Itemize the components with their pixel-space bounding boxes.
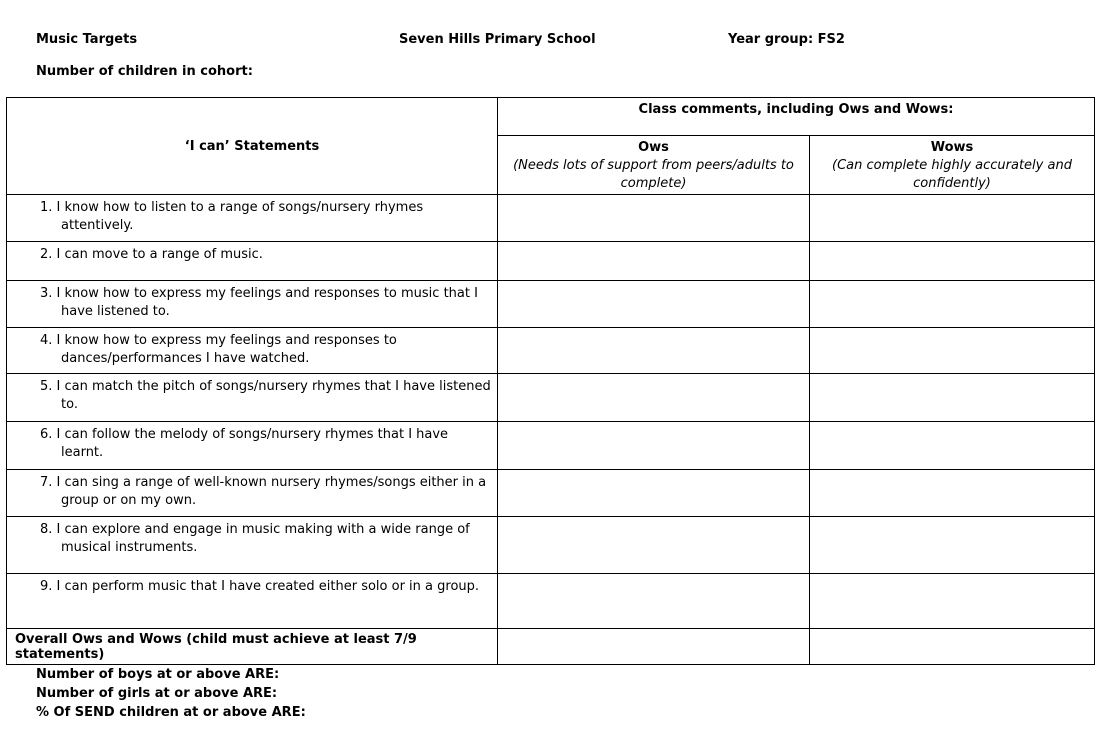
statement-cell bbox=[7, 422, 498, 470]
ows-cell[interactable] bbox=[498, 328, 810, 374]
ows-cell[interactable] bbox=[498, 195, 810, 242]
statement-text: I can match the pitch of songs/nursery rhymes that I have listened to. bbox=[56, 379, 491, 412]
statement-text: I know how to express my feelings and responses to music that I have listened to. bbox=[56, 286, 478, 319]
wows-header bbox=[810, 136, 1095, 195]
wows-cell[interactable] bbox=[810, 281, 1095, 328]
table-row bbox=[7, 574, 1095, 629]
document-title: Music Targets bbox=[36, 32, 138, 47]
ows-header bbox=[498, 136, 810, 195]
table-row bbox=[7, 195, 1095, 242]
statement-cell bbox=[7, 281, 498, 328]
statement-number: 2. bbox=[40, 247, 53, 262]
wows-cell[interactable] bbox=[810, 517, 1095, 574]
statement-number: 9. bbox=[40, 579, 53, 594]
wows-cell[interactable] bbox=[810, 422, 1095, 470]
cohort-label: Number of children in cohort: bbox=[36, 64, 253, 79]
wows-cell[interactable] bbox=[810, 328, 1095, 374]
statement-text: I know how to express my feelings and responses to dances/performances I have watched. bbox=[56, 333, 397, 366]
statement-text: I can move to a range of music. bbox=[56, 247, 263, 262]
statement-cell bbox=[7, 574, 498, 629]
ows-cell[interactable] bbox=[498, 517, 810, 574]
statement-cell bbox=[7, 470, 498, 517]
ows-cell[interactable] bbox=[498, 374, 810, 422]
ows-cell[interactable] bbox=[498, 242, 810, 281]
statement-text: I can perform music that I have created either solo or in a group. bbox=[56, 579, 480, 594]
statement-cell bbox=[7, 195, 498, 242]
statement-number: 6. bbox=[40, 427, 53, 442]
table-row bbox=[7, 242, 1095, 281]
wows-cell[interactable] bbox=[810, 470, 1095, 517]
statement-number: 7. bbox=[40, 475, 53, 490]
overall-ows-cell[interactable] bbox=[498, 629, 810, 665]
statement-number: 3. bbox=[40, 286, 53, 301]
wows-title: Wows bbox=[930, 140, 974, 155]
school-name: Seven Hills Primary School bbox=[399, 32, 596, 47]
overall-wows-cell[interactable] bbox=[810, 629, 1095, 665]
ows-cell[interactable] bbox=[498, 574, 810, 629]
statement-text: I can follow the melody of songs/nursery rhymes that I have learnt. bbox=[56, 427, 449, 460]
statement-text: I know how to listen to a range of songs/nursery rhymes attentively. bbox=[56, 200, 424, 233]
table-row bbox=[7, 374, 1095, 422]
table-row bbox=[7, 328, 1095, 374]
statement-number: 5. bbox=[40, 379, 53, 394]
wows-cell[interactable] bbox=[810, 374, 1095, 422]
wows-cell[interactable] bbox=[810, 195, 1095, 242]
statement-cell bbox=[7, 242, 498, 281]
overall-row bbox=[7, 629, 1095, 665]
comments-header: Class comments, including Ows and Wows: bbox=[498, 98, 1095, 136]
statement-text: I can sing a range of well-known nursery rhymes/songs either in a group or on my own. bbox=[56, 475, 487, 508]
send-at-or-above-label: % Of SEND children at or above ARE: bbox=[36, 705, 306, 720]
wows-description: (Can complete highly accurately and confidently) bbox=[832, 158, 1072, 191]
statements-header: ‘I can’ Statements bbox=[7, 98, 498, 195]
table-row bbox=[7, 517, 1095, 574]
table-row bbox=[7, 281, 1095, 328]
table-row bbox=[7, 422, 1095, 470]
overall-label: Overall Ows and Wows (child must achieve at least 7/9 statements) bbox=[7, 629, 498, 665]
statement-cell bbox=[7, 517, 498, 574]
ows-cell[interactable] bbox=[498, 281, 810, 328]
targets-table bbox=[6, 97, 1095, 665]
statement-number: 1. bbox=[40, 200, 53, 215]
statement-text: I can explore and engage in music making with a wide range of musical instruments. bbox=[56, 522, 470, 555]
statement-cell bbox=[7, 374, 498, 422]
girls-at-or-above-label: Number of girls at or above ARE: bbox=[36, 686, 278, 701]
ows-title: Ows bbox=[638, 140, 669, 155]
wows-cell[interactable] bbox=[810, 574, 1095, 629]
boys-at-or-above-label: Number of boys at or above ARE: bbox=[36, 667, 280, 682]
wows-cell[interactable] bbox=[810, 242, 1095, 281]
ows-cell[interactable] bbox=[498, 422, 810, 470]
table-row bbox=[7, 470, 1095, 517]
ows-description: (Needs lots of support from peers/adults to complete) bbox=[513, 158, 794, 191]
statement-number: 4. bbox=[40, 333, 53, 348]
statement-number: 8. bbox=[40, 522, 53, 537]
statement-cell bbox=[7, 328, 498, 374]
year-group: Year group: FS2 bbox=[728, 32, 845, 47]
ows-cell[interactable] bbox=[498, 470, 810, 517]
